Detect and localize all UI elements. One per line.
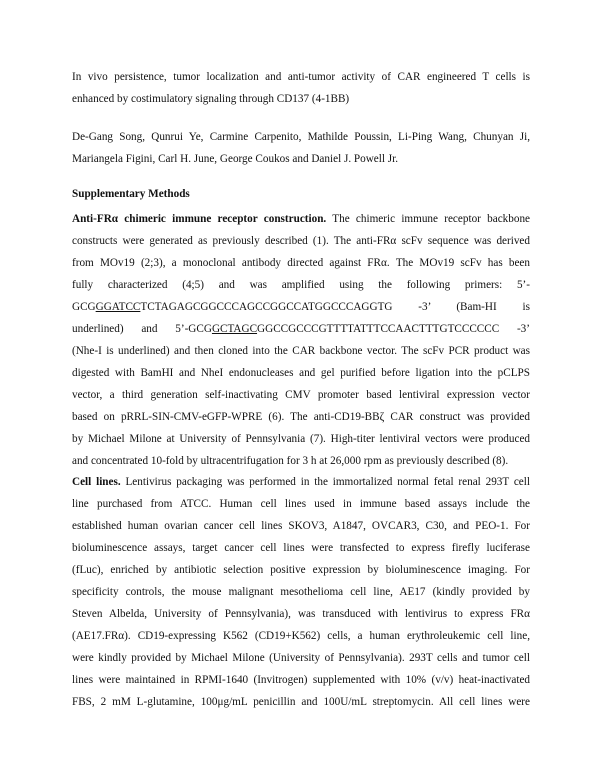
paragraph-line: line purchased from ATCC. Human cell lines used in immune based assays include the [72,498,530,510]
primer-text: GGCCGCCCGTTTTATTTCCAACTTTGTCCCCCC -3’ [257,323,530,335]
primer-line [72,318,530,340]
paragraph-line: were kindly provided by Michael Milone (University of Pennsylvania). 293T cells and tumor cell [72,652,530,664]
paragraph-heading: Anti-FRα chimeric immune receptor construction. [72,213,327,225]
paragraph-line: Steven Albelda, University of Pennsylvania), was transduced with lentivirus to express FRα [72,608,530,620]
paragraph-line: vector, a third generation self-inactivating CMV promoter based lentiviral expression vector [72,389,530,401]
paragraph-text: Lentivirus packaging was performed in the immortalized normal fetal renal 293T cell [120,476,530,488]
paragraph-cell-lines [72,471,530,713]
nhei-site: GCTAGC [211,323,258,335]
section-heading: Supplementary Methods [72,188,190,200]
paragraph-line: FBS, 2 mM L-glutamine, 100μg/mL penicillin and 100U/mL streptomycin. All cell lines were [72,696,530,708]
paragraph-line: specificity controls, the mouse malignant mesothelioma cell line, AE17 (kindly provided by [72,586,530,598]
author-line: De-Gang Song, Qunrui Ye, Carmine Carpenito, Mathilde Poussin, Li-Ping Wang, Chunyan Ji, [72,131,530,143]
paragraph-line: (Nhe-I is underlined) and then cloned into the CAR backbone vector. The scFv PCR product was [72,345,530,357]
paragraph-line: and concentrated 10-fold by ultracentrifugation for 3 h at 26,000 rpm as previously described (8). [72,455,509,467]
primer-text: GCG [72,301,96,313]
paragraph-text: The chimeric immune receptor backbone [326,213,531,225]
paragraph-heading: Cell lines. [72,476,121,488]
paragraph-line: digested with BamHI and NheI endonucleases and gel purified before ligation into the pCLPS [72,367,530,379]
paper-title [72,66,530,110]
primer-text: underlined) and 5’-GCG [72,323,212,335]
paragraph-line: by Michael Milone at University of Pennsylvania (7). High-titer lentiviral vectors were produced [72,433,530,445]
bamhi-site: GGATCC [95,301,141,313]
primer-text: TCTAGAGCGGCCCAGCCGGCCATGGCCCAGGTG -3’ (Bam-HI is [140,301,530,313]
paragraph-line: established human ovarian cancer cell lines SKOV3, A1847, OVCAR3, C30, and PEO-1. For [72,520,530,532]
author-list [72,126,530,170]
paragraph-line [72,208,530,230]
primer-line [72,296,530,318]
title-line: enhanced by costimulatory signaling through CD137 (4-1BB) [72,93,350,105]
paragraph-line: fully characterized (4;5) and was amplified using the following primers: 5’- [72,279,530,291]
paragraph-line: bioluminescence assays, target cancer cell lines were transfected to express firefly luciferase [72,542,530,554]
paragraph-line [72,471,530,493]
paragraph-line: based on pRRL-SIN-CMV-eGFP-WPRE (6). The anti-CD19-BBζ CAR construct was provided [72,411,530,423]
paragraph-line: (fLuc), enriched by antibiotic selection positive expression by bioluminescence imaging. For [72,564,530,576]
paragraph-line: (AE17.FRα). CD19-expressing K562 (CD19+K562) cells, a human erythroleukemic cell line, [72,630,530,642]
paragraph-line: lines were maintained in RPMI-1640 (Invitrogen) supplemented with 10% (v/v) heat-inactivated [72,674,530,686]
paragraph-line: from MOv19 (2;3), a monoclonal antibody directed against FRα. The MOv19 scFv has been [72,257,530,269]
paragraph-car-construction [72,208,530,472]
author-line: Mariangela Figini, Carl H. June, George Coukos and Daniel J. Powell Jr. [72,153,399,165]
title-line: In vivo persistence, tumor localization and anti-tumor activity of CAR engineered T cells is [72,71,530,83]
paragraph-line: constructs were generated as previously described (1). The anti-FRα scFv sequence was derived [72,235,530,247]
